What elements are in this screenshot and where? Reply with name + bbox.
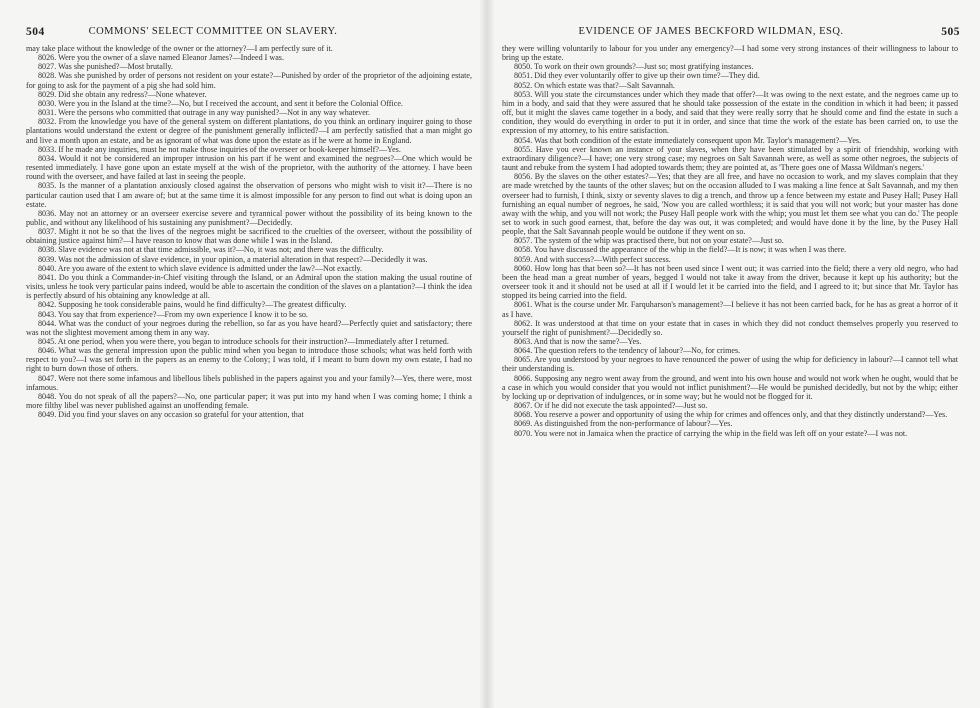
paragraph: 8048. You do not speak of all the papers?—No, one particular paper; it was put into my hand when I was coming home; I think a more filthy libel was never published against an unoffending female. bbox=[26, 391, 472, 411]
paragraph: 8046. What was the general impression upon the public mind when you began to introduce those schools; what was held forth with respect to you?—I was set forth in the papers as an enemy to the Colony; I was told, if I meant to burn down my own estate, I had no right to burn down those of others. bbox=[26, 346, 472, 374]
paragraph: 8049. Did you find your slaves on any occasion so grateful for your attention, that bbox=[38, 410, 304, 420]
paragraph: 8065. Are you understood by your negroes to have renounced the power of using the whip for deficiency in labour?—I cannot tell what their understanding is. bbox=[502, 355, 958, 374]
paragraph: 8051. Did they ever voluntarily offer to give up their own time?—They did. bbox=[514, 71, 760, 81]
paragraph: 8029. Did she obtain any redress?—None whatever. bbox=[38, 89, 207, 99]
paragraph: 8047. Were not there some infamous and libellous libels published in the papers against you and your family?—Yes, there were, most infamous. bbox=[26, 373, 472, 392]
right-page-header bbox=[502, 26, 960, 40]
left-page-number: 504 bbox=[26, 26, 45, 38]
paragraph: 8037. Might it not be so that the lives of the negroes might be sacrificed to the cruelties of the overseer, without the possibility of obtaining justice against him?—I have reason to know that was done while I was in the Island. bbox=[26, 227, 472, 246]
left-page-header bbox=[26, 26, 470, 40]
paragraph: 8027. Was she punished?—Most brutally. bbox=[38, 62, 173, 72]
paragraph: 8069. As distinguished from the non-performance of labour?—Yes. bbox=[514, 419, 733, 429]
paragraph: may take place without the knowledge of the owner or the attorney?—I am perfectly sure of it. bbox=[26, 44, 333, 53]
paragraph: 8038. Slave evidence was not at that time admissible, was it?—No, it was not; and there was the difficulty. bbox=[38, 245, 384, 255]
paragraph: 8052. On which estate was that?—Salt Savannah. bbox=[514, 80, 675, 90]
right-running-head: EVIDENCE OF JAMES BECKFORD WILDMAN, ESQ. bbox=[578, 26, 844, 37]
paragraph: 8033. If he made any inquiries, must he not make those inquiries of the overseer or book-keeper himself?—Yes. bbox=[38, 144, 401, 154]
paragraph: 8044. What was the conduct of your negroes during the rebellion, so far as you have heard?—Perfectly quiet and satisfactory; there was not the slightest movement among them in any way. bbox=[26, 318, 472, 337]
paragraph: 8063. And that is now the same?—Yes. bbox=[514, 337, 642, 346]
paragraph: 8039. Was not the admission of slave evidence, in your opinion, a material alteration in that respect?—Decidedly it was. bbox=[38, 254, 428, 264]
paragraph: 8043. You say that from experience?—From my own experience I know it to be so. bbox=[38, 309, 308, 319]
left-page-body bbox=[26, 44, 472, 708]
right-page bbox=[490, 0, 980, 708]
paragraph: 8045. At one period, when you were there, you began to introduce schools for their instruction?—Immediately after I returned. bbox=[38, 337, 449, 346]
paragraph: 8060. How long has that been so?—It has not been used since I went out; it was carried into the field; there a very old negro, who had been the head man a great number of years, begged I would not take it away from the driver, because it kept up his authority; but the overseer took it and it should not be used at all if I would let it be carried into the field, and I agreed to it; but since that Mr. Taylor has stopped its being carried into the field. bbox=[502, 263, 958, 301]
paragraph: 8054. Was that both condition of the estate immediately consequent upon Mr. Taylor's management?—Yes. bbox=[514, 135, 862, 145]
paragraph: 8064. The question refers to the tendency of labour?—No, for crimes. bbox=[514, 346, 741, 356]
paragraph: 8068. You reserve a power and opportunity of using the whip for crimes and offences only, and that they distinctly understand?—Yes. bbox=[514, 410, 948, 420]
paragraph: 8036. May not an attorney or an overseer exercise severe and tyrannical power without the possibility of its being known to the public, and without any likelihood of his sustaining any punishment?—Decidedly. bbox=[26, 208, 472, 227]
paragraph: 8062. It was understood at that time on your estate that in cases in which they did not conduct themselves properly you reserved to yourself the right of punishment?—Decidedly so. bbox=[502, 318, 958, 337]
paragraph: 8055. Have you ever known an instance of your slaves, when they have been stimulated by a spirit of friendship, working with extraordinary diligence?—I have; one very strong case; my negroes on Salt Savannah were, as well as some other negroes, the subjects of taunt and rebuke from the system I had adopted towards them; they are pointed at, as 'There goes one of Massa Wildman's negers.' bbox=[502, 144, 958, 173]
paragraph: 8061. What is the course under Mr. Farquharson's management?—I believe it has not been carried back, for he has as great a horror of it as I have. bbox=[502, 300, 958, 319]
paragraph: 8066. Supposing any negro went away from the ground, and went into his own house and would not work when he ought, would that be a case in which you would consider that you would not inflict punishment?—He would be punished decidedly, but not by the whip; either by locking up or deprivation of indulgences, or in some way; but he would not be flogged for it. bbox=[502, 373, 958, 401]
paragraph: 8067. Or if he did not execute the task appointed?—Just so. bbox=[514, 401, 708, 411]
paragraph: 8032. From the knowledge you have of the general system on different plantations, do you think an ordinary inquirer going to those plantations would understand the extent or degree of the punishment generally inflicted?—I am perfectly satisfied that a man might go and live a month upon an estate, and be as ignorant of what was done upon the estate as if he were at home in England. bbox=[26, 117, 472, 145]
paragraph: 8056. By the slaves on the other estates?—Yes; that they are all free, and have no occasion to work, and my slaves complain that they are made wretched by the taunts of the other slaves; but on the occasion alluded to I was making a line fence at Salt Savannah, and my then overseer had to furnish, I think, sixty or seventy slaves to dig a trench, and throw up a fence between my estate and Pusey Hall; Pusey Hall furnishing an equal number of negroes, he said, 'Now you are called worthless; it is said that you will not work; but your master has done away with the whip, and you will not work; the Pusey Hall people work with the whip; you must let them see what you can do.' The people set to work in such good earnest, that, before the day was out, it was completed; and would have done it by the line, by the Pusey Hall people, that the Salt Savannah people would be outdone if they went on so. bbox=[502, 172, 958, 237]
paragraph: 8041. Do you think a Commander-in-Chief visiting through the Island, or an Admiral upon the station making the usual routine of visits, unless he took very particular pains indeed, would be able to ascertain the condition of the slaves on a plantation?—I think the idea is perfectly absurd of his obtaining any knowledge at all. bbox=[26, 272, 472, 301]
paragraph: 8031. Were the persons who committed that outrage in any way punished?—Not in any way whatever. bbox=[38, 108, 371, 118]
right-page-number: 505 bbox=[941, 26, 960, 38]
left-page bbox=[0, 0, 484, 708]
paragraph: 8042. Supposing he took considerable pains, would he find difficulty?—The greatest difficulty. bbox=[38, 300, 347, 310]
right-page-body bbox=[502, 44, 958, 708]
paragraph: 8030. Were you in the Island at the time?—No, but I received the account, and sent it before the Colonial Office. bbox=[38, 98, 403, 108]
paragraph: 8070. You were not in Jamaica when the practice of carrying the whip in the field was left off on your estate?—I was not. bbox=[514, 428, 908, 438]
paragraph: they were willing voluntarily to labour for you under any emergency?—I had some very strong instances of their willingness to labour to bring up the estate. bbox=[502, 44, 958, 63]
paragraph: 8057. The system of the whip was practised there, but not on your estate?—Just so. bbox=[514, 236, 784, 246]
paragraph: 8058. You have discussed the appearance of the whip in the field?—It is now; it was when I was there. bbox=[514, 245, 847, 255]
paragraph: 8035. Is the manner of a plantation anxiously closed against the observation of persons who might wish to visit it?—There is no particular caution used that I am aware of; but at the same time it is almost impossible for any person to find out what is doing upon an estate. bbox=[26, 181, 472, 209]
paragraph: 8040. Are you aware of the extent to which slave evidence is admitted under the law?—Not exactly. bbox=[38, 263, 363, 273]
paragraph: 8028. Was she punished by order of persons not resident on your estate?—Punished by order of the proprietor of the adjoining estate, for going to ask for the payment of a pig she had sold him. bbox=[26, 71, 472, 90]
paragraph: 8050. To work on their own grounds?—Just so; most gratifying instances. bbox=[514, 62, 754, 72]
paragraph: 8053. Will you state the circumstances under which they made that offer?—It was owing to the next estate, and the negroes came up to him in a body, and said that they were assured that he should take possession of the estate in the condition in which it had been; it passed off, but it might the slaves came together in a body, and said that they were really sorry that he should come and find the estate in such a condition, they would do everything in order to put it in order, and since that time the work of the estate has been carried on, to use the expression of my attorney, to his entire satisfaction. bbox=[502, 89, 958, 136]
left-running-head: COMMONS' SELECT COMMITTEE ON SLAVERY. bbox=[88, 26, 338, 37]
paragraph: 8059. And with success?—With perfect success. bbox=[514, 254, 671, 264]
paragraph: 8026. Were you the owner of a slave named Eleanor James?—Indeed I was. bbox=[38, 53, 284, 63]
paragraph: 8034. Would it not be considered an improper intrusion on his part if he went and examined the negroes?—One which would be resented immediately. I have gone upon an estate myself at the wish of the proprietor, with the authority of the attorney. I have been round with the overseer, and have failed at last in seeing the people. bbox=[26, 153, 472, 182]
